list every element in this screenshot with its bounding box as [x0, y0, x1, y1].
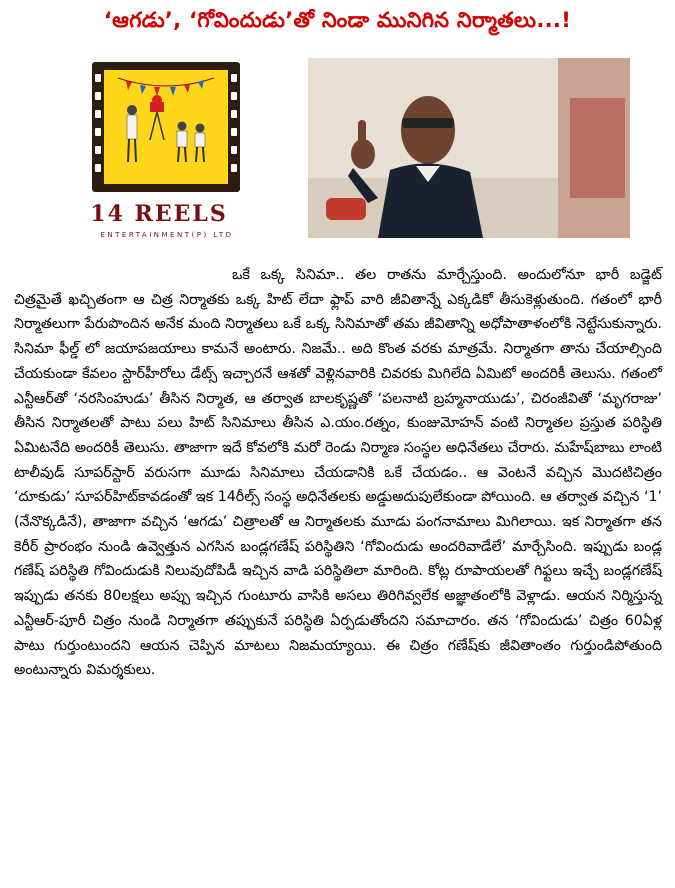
- headline: ‘ఆగడు’, ‘గోవిందుడు’తో నిండా మునిగిన నిర్మాతలు...!: [103, 8, 572, 32]
- man-speaking-photo: [308, 58, 630, 238]
- article-paragraph: ఒకే ఒక్క సినిమా.. తల రాతను మార్చేస్తుంది. అందులోనూ భారీ బడ్జెట్ చిత్రమైతే ఖచ్చితంగా ఆ చిత్ర నిర్మాతకు ఒక్క హిట్ లేదా ఫ్లాప్ వారి జీవితాన్నే ఎక్కడికో తీసుకెళ్లుతుంది. గతంలో భారీ నిర్మాతలుగా పేరుపొందిన అనేక మంది నిర్మాతలు ఒకే ఒక్క సినిమాతో తమ జీవితాన్ని అధోపాతాళంలోకి నెట్టేసుకున్నారు. సినిమా ఫీల్డ్ లో జయాపజయాలు కామనే అంటారు. నిజమే.. అది కొంత వరకు మాత్రమే. నిర్మాతగా తాను చేయాల్సింది చేయకుండా కేవలం స్టార్‌హీరోలు డేట్స్ ఇచ్చారనే ఆశతో వెళ్లినవారికి చివరకు మిగిలేది ఏమిటో అందరికీ తెలుసు. గతంలో ఎన్టీఆర్‌తో ‘నరసింహుడు’ తీసిన నిర్మాత, ఆ తర్వాత బాలకృష్ణతో ‘పలనాటి బ్రహ్మనాయుడు’, చిరంజీవితో ‘మృగరాజు’ తీసిన నిర్మాతలతో పాటు పలు హిట్ సినిమాలు తీసిన ఎ.యం.రత్నం, కుంజుమోహన్ వంటి నిర్మాతల ప్రస్తుత పరిస్థితి ఏమిటనేది అందరికీ తెలుసు. తాజాగా ఇదే కోవలోకి మరో రెండు నిర్మాణ సంస్థల అధినేతలు చేరారు. మహేష్‌బాబు లాంటి టాలీవుడ్ సూపర్‌స్టార్ వరుసగా మూడు సినిమాలు చేయడానికి ఒకే చేయడం.. ఆ వెంటనే వచ్చిన మొదటిచిత్రం ‘దూకుడు’ సూపర్‌హిట్‌కావడంతో ఇక 14రీల్స్ సంస్థ అధినేతలకు అడ్డుఅదుపులేకుండా పోయింది. ఆ తర్వాత వచ్చిన ‘1’ (నేనొక్కడినే), తాజాగా వచ్చిన ‘ఆగడు’ చిత్రాలతో ఆ నిర్మాతలకు మూడు పంగనామాలు మిగిలాయి. ఇక నిర్మాతగా తన కెరీర్ ప్రారంభం నుండి ఉవ్వెత్తున ఎగసిన బండ్లగణేష్ పరిస్థితిని ‘గోవిందుడు అందరివాడేలే’ మార్చేసింది. ఇప్పుడు బండ్ల గణేష్ పరిస్థితి గోవిందుడుకి నిలువుదోపిడీ ఇచ్చిన వాడి పరిస్థితిలా మారింది. కోట్ల రూపాయలతో గిఫ్టలు ఇచ్చే బండ్లగణేష్ ఇప్పుడు తనకు 80లక్షలు అప్పు ఇచ్చిన గుంటూరు వాసికి అసలు తిరిగివ్వలేక అజ్ఞాతంలోకి వెళ్లాడు. ఆయన నిర్మిస్తున్న ఎన్టీఆర్-పూరీ చిత్రం నుండి నిర్మాతగా తప్పుకునే పరిస్థితి ఏర్పడుతోందని సమాచారం. తన ‘గోవిందుడు’ చిత్రం 60ఏళ్ల పాటు గుర్తుంటుందని ఆయన చెప్పిన మాటలు నిజమయ్యాయి. ఈ చిత్రం గణేష్‌కు జీవితాంతం గుర్తుండిపోతుంది అంటున్నారు విమర్శకులు.: [14, 267, 662, 679]
- film-strip-icon: [92, 62, 240, 192]
- logo-illustration: [104, 70, 228, 184]
- production-logo: [47, 55, 271, 241]
- logo-tagline: ENTERTAINMENT(P) LTD: [100, 231, 234, 239]
- article-body: [14, 263, 662, 683]
- logo-name: 14 REELS: [90, 201, 228, 227]
